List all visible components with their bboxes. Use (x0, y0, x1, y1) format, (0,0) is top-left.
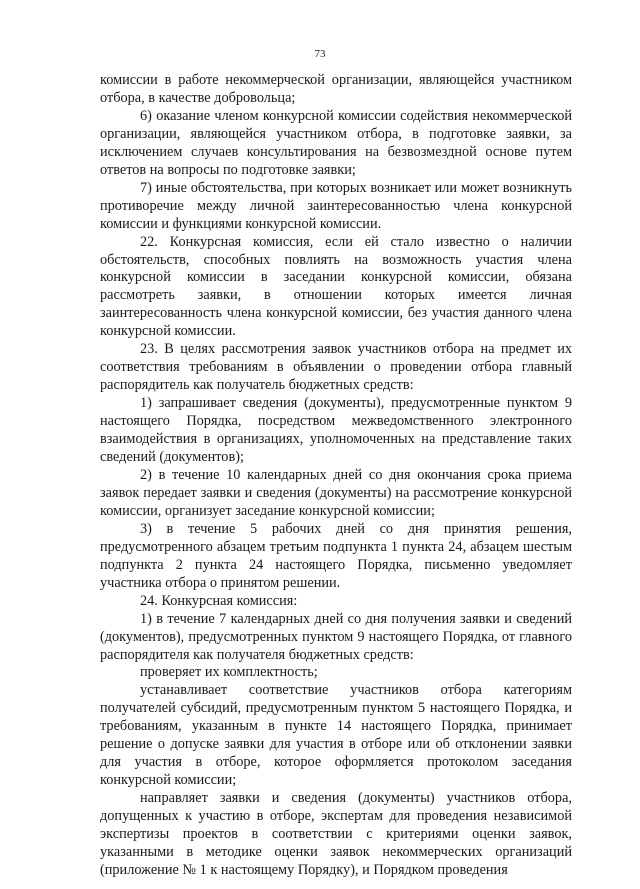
paragraph: 2) в течение 10 календарных дней со дня окончания срока приема заявок передает заявки и сведения (документы) на рассмотрение конкурсной комиссии, организует заседание конкурсной комиссии; (100, 466, 572, 519)
paragraph: комиссии в работе некоммерческой организации, являющейся участником отбора, в качестве добровольца; (100, 72, 572, 106)
paragraph: проверяет их комплектность; (140, 664, 318, 681)
paragraph: 3) в течение 5 рабочих дней со дня принятия решения, предусмотренного абзацем третьим подпункта 1 пункта 24, абзацем шестым подпункта 2 пункта 24 настоящего Порядка, письменно уведомляет участника отбора о принятом решении. (100, 520, 572, 591)
paragraph: 1) запрашивает сведения (документы), предусмотренные пунктом 9 настоящего Порядка, посредством межведомственного электронного взаимодействия в организациях, уполномоченных на представление таких сведений (документов); (100, 395, 572, 466)
document-body (100, 72, 572, 880)
paragraph: устанавливает соответствие участников отбора категориям получателей субсидий, предусмотренным пунктом 5 настоящего Порядка, и требованиям, указанным в пункте 14 настоящего Порядка, принимает решение о допуске заявки для участия в отборе или об отклонении заявки для участия в отборе, которое оформляется протоколом заседания конкурсной комиссии; (100, 682, 572, 789)
page-number: 73 (314, 48, 326, 60)
paragraph: 6) оказание членом конкурсной комиссии содействия некоммерческой организации, являющейся участником отбора, в подготовке заявки, за исключением случаев консультирования на безвозмездной основе путем ответов на вопросы по подготовке заявки; (100, 107, 572, 178)
paragraph: 23. В целях рассмотрения заявок участников отбора на предмет их соответствия требованиям в объявлении о проведении отбора главный распорядитель как получатель бюджетных средств: (100, 341, 572, 394)
paragraph: 24. Конкурсная комиссия: (140, 592, 298, 609)
paragraph: направляет заявки и сведения (документы) участников отбора, допущенных к участию в отборе, экспертам для проведения независимой экспертизы проектов в соответствии с критериями оценки заявок, указанными в методике оценки заявок некоммерческих организаций (приложение № 1 к настоящему Порядку), и Порядком проведения (100, 790, 572, 878)
paragraph: 22. Конкурсная комиссия, если ей стало известно о наличии обстоятельств, способных повлиять на возможность участия члена конкурсной комиссии в заседании конкурсной комиссии, обязана рассмотреть заявки, в отношении которых имеется личная заинтересованность члена конкурсной комиссии, без участия данного члена конкурсной комиссии. (100, 233, 572, 340)
paragraph: 1) в течение 7 календарных дней со дня получения заявки и сведений (документов), предусмотренных пунктом 9 настоящего Порядка, от главного распорядителя как получателя бюджетных средств: (100, 610, 572, 663)
paragraph: 7) иные обстоятельства, при которых возникает или может возникнуть противоречие между личной заинтересованностью члена конкурсной комиссии и функциями конкурсной комиссии. (100, 179, 572, 232)
